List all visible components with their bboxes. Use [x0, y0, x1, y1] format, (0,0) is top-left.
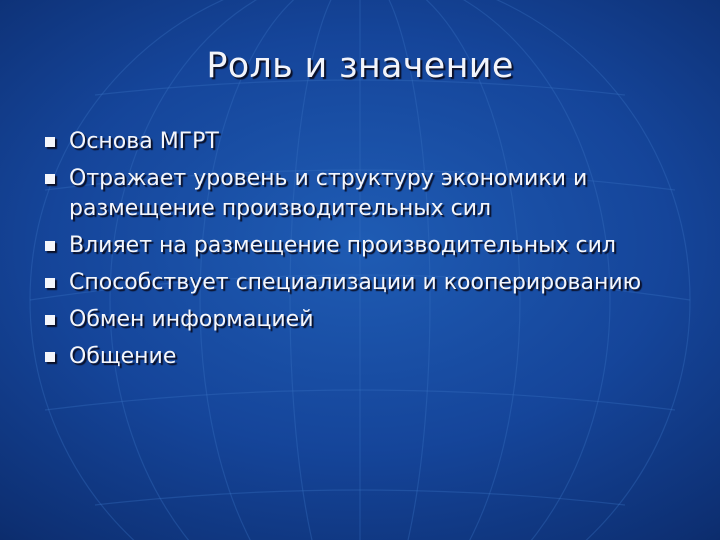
bullet-list — [44, 127, 684, 379]
list-item — [44, 127, 684, 157]
bullet-text: Общение — [69, 344, 177, 369]
bullet-text: Влияет на размещение производительных сил — [69, 233, 616, 258]
bullet-text: Основа МГРТ — [69, 129, 219, 154]
list-item — [44, 305, 684, 335]
square-bullet-icon — [45, 315, 55, 325]
square-bullet-icon — [45, 241, 55, 251]
square-bullet-icon — [45, 137, 55, 147]
list-item — [44, 164, 684, 224]
square-bullet-icon — [45, 352, 55, 362]
list-item — [44, 231, 684, 261]
slide-title: Роль и значение — [206, 46, 514, 86]
square-bullet-icon — [45, 174, 55, 184]
square-bullet-icon — [45, 278, 55, 288]
bullet-text: Отражает уровень и структуру экономики и размещение производительных сил — [69, 166, 588, 221]
list-item — [44, 342, 684, 372]
bullet-text: Обмен информацией — [69, 307, 314, 332]
bullet-text: Способствует специализации и кооперированию — [69, 270, 642, 295]
list-item — [44, 268, 684, 298]
